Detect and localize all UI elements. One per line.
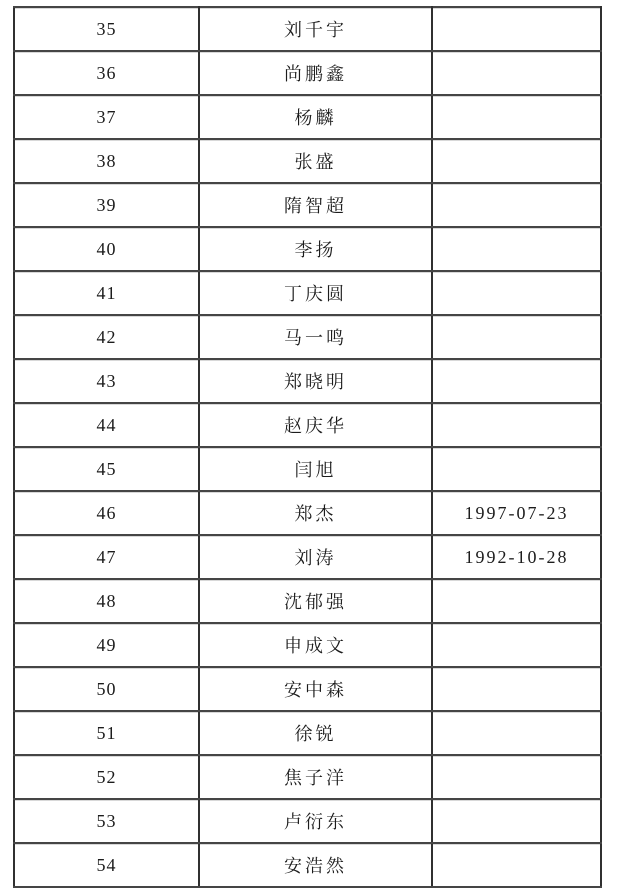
table-row — [14, 139, 601, 183]
row-number-cell: 43 — [14, 359, 199, 403]
table-row — [14, 447, 601, 491]
date-cell — [432, 667, 601, 711]
name-cell: 申成文 — [199, 623, 432, 667]
roster-table-body — [14, 7, 601, 887]
date-cell: 1992-10-28 — [432, 535, 601, 579]
table-row — [14, 271, 601, 315]
row-number-cell: 45 — [14, 447, 199, 491]
table-row — [14, 843, 601, 887]
date-cell — [432, 799, 601, 843]
roster-table — [13, 6, 602, 888]
row-number-cell: 50 — [14, 667, 199, 711]
date-cell — [432, 711, 601, 755]
table-row — [14, 315, 601, 359]
date-cell — [432, 579, 601, 623]
name-cell: 安中森 — [199, 667, 432, 711]
row-number-cell: 39 — [14, 183, 199, 227]
row-number-cell: 47 — [14, 535, 199, 579]
date-cell — [432, 139, 601, 183]
table-row — [14, 403, 601, 447]
date-cell — [432, 95, 601, 139]
name-cell: 刘千宇 — [199, 7, 432, 51]
table-row — [14, 667, 601, 711]
table-row — [14, 51, 601, 95]
name-cell: 刘涛 — [199, 535, 432, 579]
row-number-cell: 36 — [14, 51, 199, 95]
name-cell: 赵庆华 — [199, 403, 432, 447]
name-cell: 郑杰 — [199, 491, 432, 535]
table-row — [14, 491, 601, 535]
date-cell — [432, 7, 601, 51]
row-number-cell: 52 — [14, 755, 199, 799]
row-number-cell: 48 — [14, 579, 199, 623]
name-cell: 郑晓明 — [199, 359, 432, 403]
table-row — [14, 359, 601, 403]
date-cell — [432, 315, 601, 359]
name-cell: 卢衍东 — [199, 799, 432, 843]
name-cell: 丁庆圆 — [199, 271, 432, 315]
name-cell: 尚鹏鑫 — [199, 51, 432, 95]
date-cell — [432, 227, 601, 271]
date-cell — [432, 359, 601, 403]
name-cell: 李扬 — [199, 227, 432, 271]
date-cell — [432, 271, 601, 315]
table-row — [14, 183, 601, 227]
table-row — [14, 711, 601, 755]
name-cell: 张盛 — [199, 139, 432, 183]
date-cell — [432, 623, 601, 667]
table-row — [14, 755, 601, 799]
date-cell: 1997-07-23 — [432, 491, 601, 535]
row-number-cell: 38 — [14, 139, 199, 183]
table-row — [14, 623, 601, 667]
date-cell — [432, 403, 601, 447]
date-cell — [432, 447, 601, 491]
row-number-cell: 54 — [14, 843, 199, 887]
row-number-cell: 41 — [14, 271, 199, 315]
row-number-cell: 44 — [14, 403, 199, 447]
date-cell — [432, 755, 601, 799]
row-number-cell: 53 — [14, 799, 199, 843]
table-row — [14, 535, 601, 579]
row-number-cell: 35 — [14, 7, 199, 51]
table-row — [14, 7, 601, 51]
name-cell: 安浩然 — [199, 843, 432, 887]
date-cell — [432, 843, 601, 887]
name-cell: 隋智超 — [199, 183, 432, 227]
row-number-cell: 37 — [14, 95, 199, 139]
name-cell: 马一鸣 — [199, 315, 432, 359]
table-row — [14, 227, 601, 271]
table-row — [14, 579, 601, 623]
row-number-cell: 40 — [14, 227, 199, 271]
name-cell: 焦子洋 — [199, 755, 432, 799]
date-cell — [432, 51, 601, 95]
name-cell: 沈郁强 — [199, 579, 432, 623]
table-row — [14, 95, 601, 139]
name-cell: 徐锐 — [199, 711, 432, 755]
name-cell: 闫旭 — [199, 447, 432, 491]
row-number-cell: 49 — [14, 623, 199, 667]
row-number-cell: 46 — [14, 491, 199, 535]
name-cell: 杨麟 — [199, 95, 432, 139]
row-number-cell: 42 — [14, 315, 199, 359]
table-row — [14, 799, 601, 843]
date-cell — [432, 183, 601, 227]
row-number-cell: 51 — [14, 711, 199, 755]
